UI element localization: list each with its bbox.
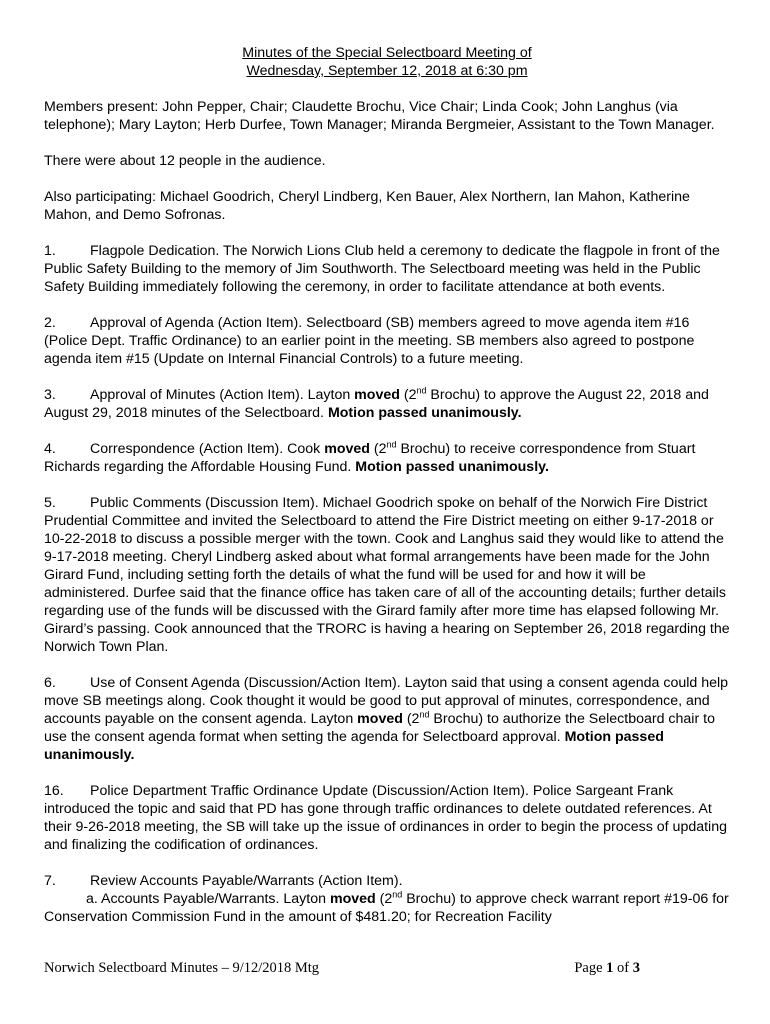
item-text: Correspondence (Action Item). Cook <box>90 441 325 457</box>
page-of: of <box>613 960 633 976</box>
item-number: 2. <box>44 315 56 331</box>
ordinal-suffix: nd <box>386 439 397 450</box>
page-total: 3 <box>632 960 640 976</box>
page-footer <box>44 960 640 977</box>
item-7a <box>44 890 730 926</box>
item-text-cont: Brochu) to receive correspondence from Stuart Richards regarding the Affordable Housing Fund. <box>44 441 696 475</box>
motion-result: Motion passed unanimously. <box>44 729 664 763</box>
item-text: Public Comments (Discussion Item). Michael Goodrich spoke on behalf of the Norwich Fire District Prudential Committee and invited the Selectboard to attend the Fire District meeting on either 9-17-2018 or 10-22-2018 to discuss a possible merger with the town. Cook and Langhus said they would like to attend the 9-17-2018 meeting. Cheryl Lindberg asked about what formal arrangements have been made for the John Girard Fund, including setting forth the details of what the fund will be used for and how it will be administered. Durfee said that the finance office has taken care of all of the accounting details; further details regarding use of the funds will be discussed with the Girard family after more time has elapsed following Mr. Girard’s passing. Cook announced that the TRORC is having a hearing on September 26, 2018 regarding the Norwich Town Plan. <box>44 495 730 655</box>
moved-keyword: moved <box>329 891 376 907</box>
item-6 <box>44 674 730 764</box>
item-16 <box>44 782 730 854</box>
motion-result: Motion passed unanimously. <box>355 459 549 475</box>
audience-count: There were about 12 people in the audience. <box>44 153 326 169</box>
item-text-cont: Brochu) to approve the August 22, 2018 and August 29, 2018 minutes of the Selectboard. <box>44 387 709 421</box>
item-text: Approval of Agenda (Action Item). Selectboard (SB) members agreed to move agenda item #16 (Police Dept. Traffic Ordinance) to an earlier point in the meeting. SB members also agreed to postpone agenda item #15 (Update on Internal Financial Controls) to a future meeting. <box>44 315 695 367</box>
item-3 <box>44 386 730 422</box>
item-7 <box>44 872 730 890</box>
second-open: (2 <box>399 387 417 403</box>
item-text: Flagpole Dedication. The Norwich Lions Club held a ceremony to dedicate the flagpole in front of the Public Safety Building to the memory of Jim Southworth. The Selectboard meeting was held in the Public Safety Building immediately following the ceremony, in order to facilitate attendance at both events. <box>44 243 720 295</box>
item-number: 16. <box>44 783 64 799</box>
ordinal-suffix: nd <box>416 385 427 396</box>
sub-item-text-cont: Brochu) to approve check warrant report #19-06 for Conservation Commission Fund in the amount of $481.20; for Recreation Facility <box>44 891 729 925</box>
item-number: 6. <box>44 675 56 691</box>
second-open: (2 <box>369 441 387 457</box>
members-present: Members present: John Pepper, Chair; Claudette Brochu, Vice Chair; Linda Cook; John Langhus (via telephone); Mary Layton; Herb Durfee, Town Manager; Miranda Bergmeier, Assistant to the Town Manager. <box>44 99 715 133</box>
page-prefix: Page <box>574 960 607 976</box>
also-participating: Also participating: Michael Goodrich, Cheryl Lindberg, Ken Bauer, Alex Northern, Ian Mahon, Katherine Mahon, and Demo Sofronas. <box>44 189 690 223</box>
footer-title: Norwich Selectboard Minutes – 9/12/2018 Mtg <box>44 960 320 976</box>
moved-keyword: moved <box>354 387 400 403</box>
title-line-2: Wednesday, September 12, 2018 at 6:30 pm <box>246 63 528 79</box>
moved-keyword: moved <box>324 441 370 457</box>
item-text: Approval of Minutes (Action Item). Layton <box>90 387 355 403</box>
item-text: Use of Consent Agenda (Discussion/Action Item). Layton said that using a consent agenda could help move SB meetings along. Cook thought it would be good to put approval of minutes, correspondence, and accounts payable on the consent agenda. Layton <box>44 675 729 727</box>
sub-item-text: a. Accounts Payable/Warrants. Layton <box>86 891 330 907</box>
item-number: 7. <box>44 873 56 889</box>
item-number: 3. <box>44 387 56 403</box>
second-open: (2 <box>402 711 420 727</box>
item-text: Police Department Traffic Ordinance Update (Discussion/Action Item). Police Sargeant Frank introduced the topic and said that PD has gone through traffic ordinances to delete outdated references. At their 9-26-2018 meeting, the SB will take up the issue of ordinances in order to begin the process of updating and finalizing the codification of ordinances. <box>44 783 727 853</box>
title-line-1: Minutes of the Special Selectboard Meeting of <box>242 45 532 61</box>
second-open: (2 <box>375 891 393 907</box>
page-number <box>574 960 640 977</box>
item-number: 4. <box>44 441 56 457</box>
item-2 <box>44 314 730 368</box>
motion-result: Motion passed unanimously. <box>327 405 522 421</box>
item-1 <box>44 242 730 296</box>
item-4 <box>44 440 730 476</box>
minutes-page <box>44 44 730 926</box>
item-text: Review Accounts Payable/Warrants (Action Item). <box>90 873 403 889</box>
ordinal-suffix: nd <box>419 709 430 720</box>
item-5 <box>44 494 730 656</box>
item-text-cont: Brochu) to authorize the Selectboard chair to use the consent agenda format when setting the agenda for Selectboard approval. <box>44 711 715 745</box>
page-current: 1 <box>606 960 614 976</box>
moved-keyword: moved <box>357 711 403 727</box>
ordinal-suffix: nd <box>392 889 403 900</box>
item-number: 1. <box>44 243 56 259</box>
item-number: 5. <box>44 495 56 511</box>
